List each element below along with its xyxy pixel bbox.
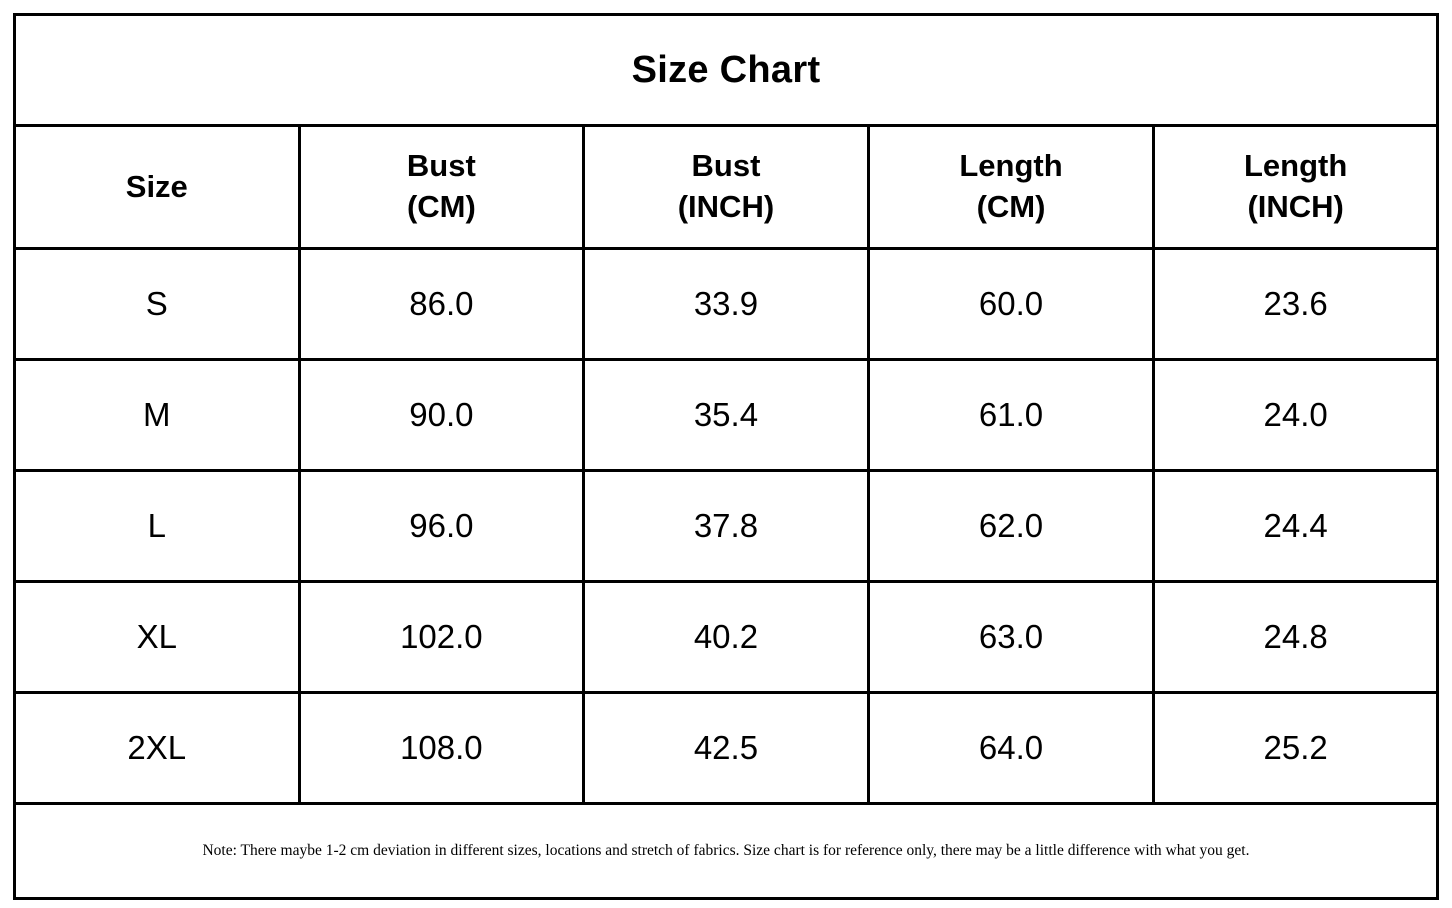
cell-length-inch: 23.6 <box>1154 249 1438 360</box>
column-header-bust-cm-line1: Bust <box>406 148 476 184</box>
column-header-size-line1: Size <box>125 168 188 204</box>
table-row <box>15 360 1438 471</box>
column-header-size <box>15 126 300 249</box>
table-row <box>15 249 1438 360</box>
column-header-bust-inch-line1: Bust <box>691 148 761 184</box>
size-chart-table <box>13 13 1439 900</box>
cell-bust-cm: 86.0 <box>299 249 584 360</box>
cell-bust-cm: 102.0 <box>299 582 584 693</box>
cell-bust-inch: 37.8 <box>584 471 869 582</box>
cell-bust-inch: 33.9 <box>584 249 869 360</box>
column-header-length-inch-line1: Length <box>1244 148 1348 184</box>
column-header-bust-cm <box>299 126 584 249</box>
cell-length-inch: 24.0 <box>1154 360 1438 471</box>
cell-bust-cm: 108.0 <box>299 693 584 804</box>
cell-length-inch: 25.2 <box>1154 693 1438 804</box>
table-note-row <box>15 804 1438 899</box>
cell-length-cm: 62.0 <box>868 471 1154 582</box>
cell-length-cm: 61.0 <box>868 360 1154 471</box>
chart-note: Note: There maybe 1-2 cm deviation in different sizes, locations and stretch of fabrics. Size chart is for reference only, there may be a little difference with what you get. <box>15 804 1438 899</box>
column-header-length-cm-line2: (CM) <box>976 189 1046 224</box>
cell-size: M <box>15 360 300 471</box>
cell-size: S <box>15 249 300 360</box>
column-header-length-cm <box>868 126 1154 249</box>
column-header-length-cm-line1: Length <box>959 148 1063 184</box>
cell-bust-cm: 96.0 <box>299 471 584 582</box>
cell-bust-inch: 35.4 <box>584 360 869 471</box>
cell-bust-cm: 90.0 <box>299 360 584 471</box>
chart-title: Size Chart <box>15 15 1438 126</box>
column-header-bust-inch-line2: (INCH) <box>677 189 775 224</box>
table-row <box>15 693 1438 804</box>
column-header-length-inch-line2: (INCH) <box>1247 189 1344 224</box>
cell-bust-inch: 40.2 <box>584 582 869 693</box>
cell-length-inch: 24.4 <box>1154 471 1438 582</box>
table-header-row <box>15 126 1438 249</box>
cell-length-inch: 24.8 <box>1154 582 1438 693</box>
table-row <box>15 582 1438 693</box>
table-title-row <box>15 15 1438 126</box>
column-header-length-inch <box>1154 126 1438 249</box>
cell-length-cm: 63.0 <box>868 582 1154 693</box>
cell-length-cm: 64.0 <box>868 693 1154 804</box>
column-header-bust-inch <box>584 126 869 249</box>
cell-size: XL <box>15 582 300 693</box>
cell-size: L <box>15 471 300 582</box>
cell-length-cm: 60.0 <box>868 249 1154 360</box>
column-header-bust-cm-line2: (CM) <box>406 189 476 224</box>
cell-size: 2XL <box>15 693 300 804</box>
cell-bust-inch: 42.5 <box>584 693 869 804</box>
table-row <box>15 471 1438 582</box>
